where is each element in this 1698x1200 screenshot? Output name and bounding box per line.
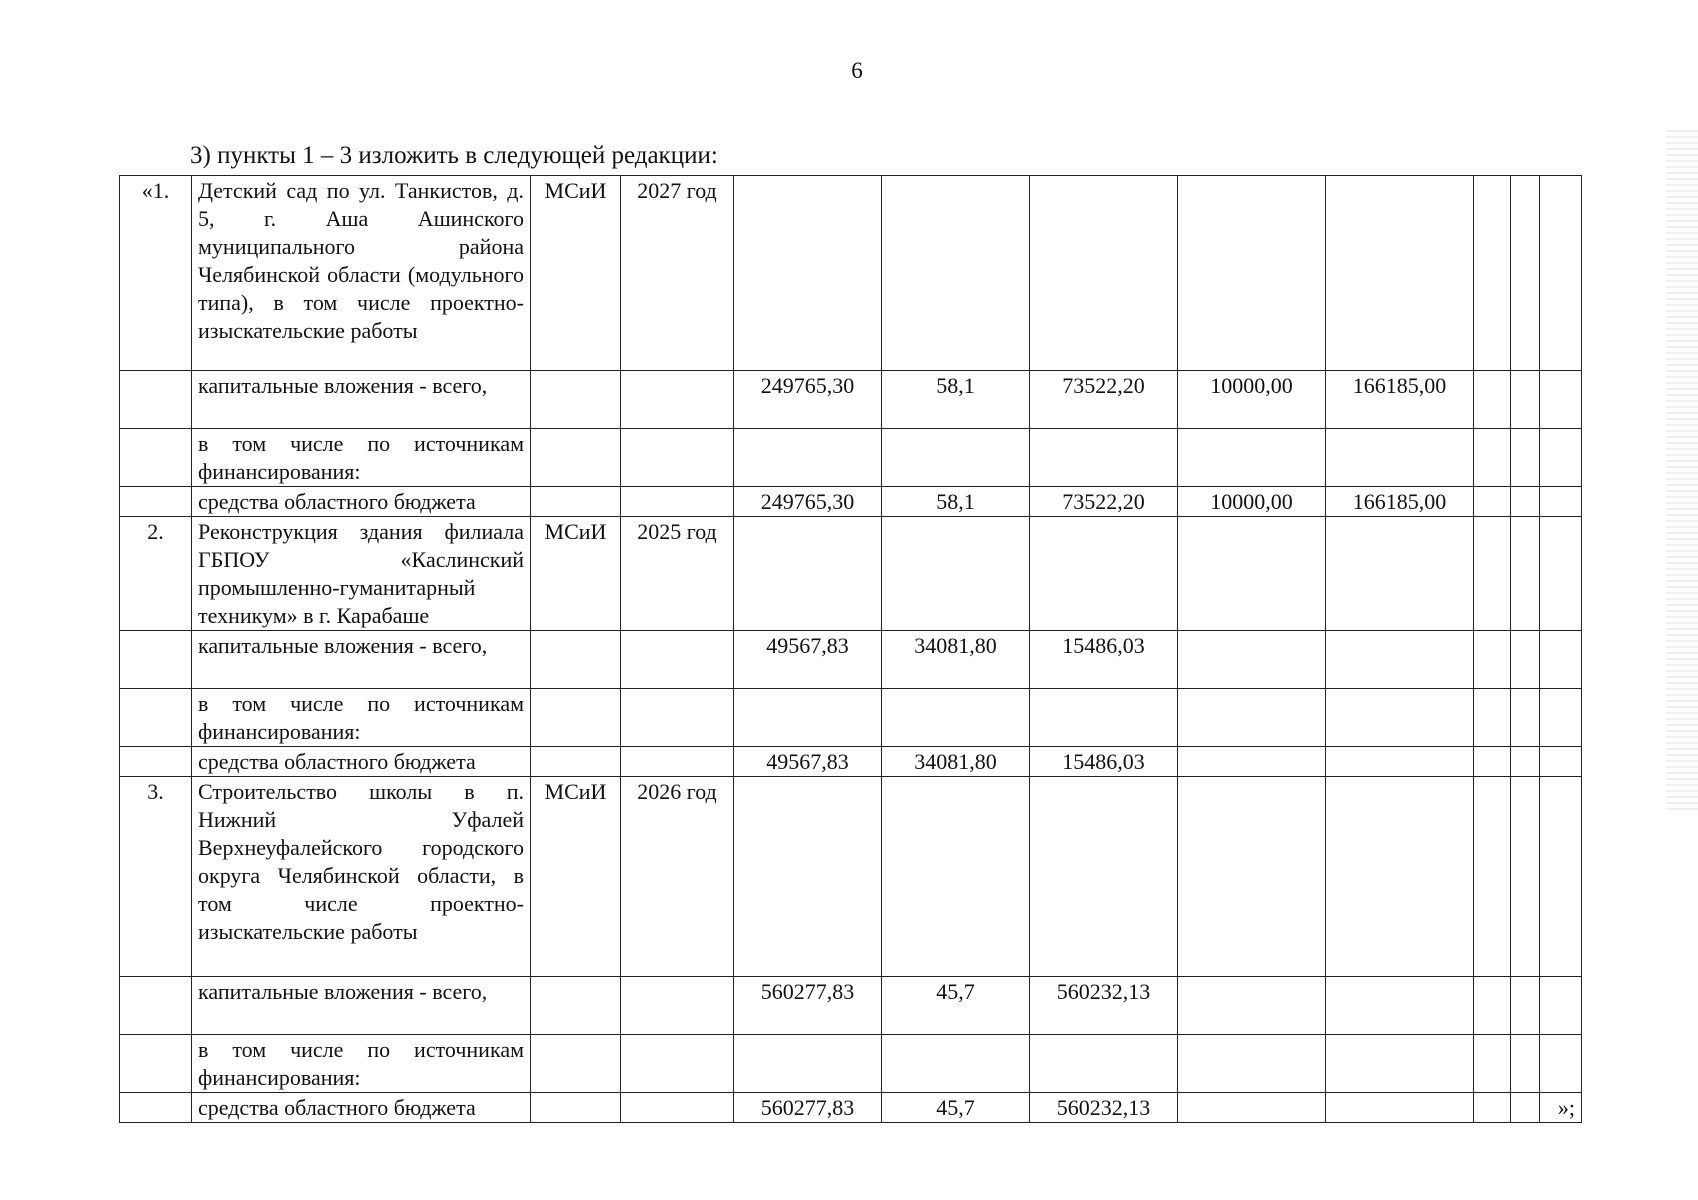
agency-cell: МСиИ [531, 777, 621, 977]
value-col-3 [1030, 777, 1178, 977]
value-col-3: 15486,03 [1030, 631, 1178, 689]
closing-mark [1540, 176, 1582, 371]
table-row [120, 689, 1582, 747]
empty-cell-b [1511, 176, 1540, 371]
item-number [120, 487, 192, 517]
year-cell [621, 631, 734, 689]
closing-mark [1540, 977, 1582, 1035]
empty-cell-b [1511, 747, 1540, 777]
value-total [734, 777, 882, 977]
value-col-4 [1178, 1035, 1326, 1093]
value-col-5 [1326, 747, 1474, 777]
intro-text: 3) пункты 1 – 3 изложить в следующей редакции: [190, 142, 718, 169]
value-col-5: 166185,00 [1326, 487, 1474, 517]
table-row [120, 977, 1582, 1035]
empty-cell-b [1511, 777, 1540, 977]
table-row [120, 487, 1582, 517]
page-number: 6 [851, 58, 863, 83]
value-total: 49567,83 [734, 631, 882, 689]
table-row [120, 176, 1582, 371]
item-number [120, 1093, 192, 1123]
closing-mark [1540, 747, 1582, 777]
item-description: капитальные вложения - всего, [192, 977, 531, 1035]
value-col-4 [1178, 747, 1326, 777]
item-description: средства областного бюджета [192, 487, 531, 517]
empty-cell-a [1474, 747, 1511, 777]
value-col-4: 10000,00 [1178, 371, 1326, 429]
empty-cell-a [1474, 1093, 1511, 1123]
value-col-5 [1326, 777, 1474, 977]
year-cell [621, 977, 734, 1035]
value-col-5 [1326, 176, 1474, 371]
table-row [120, 1093, 1582, 1123]
item-number: «1. [120, 176, 192, 371]
value-total [734, 517, 882, 631]
value-total: 49567,83 [734, 747, 882, 777]
value-col-5 [1326, 517, 1474, 631]
item-description: Строительство школы в п. Нижний Уфалей Верхнеуфалейского городского округа Челябинской области, в том числе проектно-изыскательские работы [192, 777, 531, 977]
table-row [120, 429, 1582, 487]
year-cell [621, 689, 734, 747]
value-col-2 [882, 777, 1030, 977]
agency-cell [531, 1035, 621, 1093]
item-number [120, 631, 192, 689]
value-col-5: 166185,00 [1326, 371, 1474, 429]
value-col-3 [1030, 1035, 1178, 1093]
value-total [734, 429, 882, 487]
item-description: средства областного бюджета [192, 1093, 531, 1123]
closing-mark [1540, 487, 1582, 517]
agency-cell [531, 429, 621, 487]
value-col-2: 45,7 [882, 977, 1030, 1035]
empty-cell-b [1511, 977, 1540, 1035]
value-col-4: 10000,00 [1178, 487, 1326, 517]
closing-mark [1540, 517, 1582, 631]
table-row [120, 371, 1582, 429]
table-row [120, 747, 1582, 777]
item-description: капитальные вложения - всего, [192, 631, 531, 689]
value-col-5 [1326, 631, 1474, 689]
year-cell: 2025 год [621, 517, 734, 631]
agency-cell [531, 1093, 621, 1123]
year-cell [621, 1093, 734, 1123]
empty-cell-a [1474, 631, 1511, 689]
table-row [120, 1035, 1582, 1093]
item-number: 3. [120, 777, 192, 977]
value-col-4 [1178, 429, 1326, 487]
table-row [120, 777, 1582, 977]
year-cell [621, 371, 734, 429]
year-cell: 2027 год [621, 176, 734, 371]
empty-cell-b [1511, 487, 1540, 517]
agency-cell [531, 631, 621, 689]
empty-cell-a [1474, 176, 1511, 371]
value-total: 560277,83 [734, 977, 882, 1035]
item-number [120, 689, 192, 747]
value-col-2 [882, 429, 1030, 487]
empty-cell-b [1511, 429, 1540, 487]
year-cell [621, 429, 734, 487]
year-cell [621, 487, 734, 517]
agency-cell: МСиИ [531, 176, 621, 371]
empty-cell-b [1511, 1093, 1540, 1123]
value-col-4 [1178, 977, 1326, 1035]
value-col-4 [1178, 176, 1326, 371]
value-col-2 [882, 517, 1030, 631]
value-col-5 [1326, 1093, 1474, 1123]
value-col-4 [1178, 689, 1326, 747]
empty-cell-a [1474, 777, 1511, 977]
item-description: капитальные вложения - всего, [192, 371, 531, 429]
year-cell [621, 1035, 734, 1093]
table-row [120, 517, 1582, 631]
item-description: в том числе по источникам финансирования: [192, 1035, 531, 1093]
item-number [120, 371, 192, 429]
value-col-2 [882, 689, 1030, 747]
empty-cell-a [1474, 487, 1511, 517]
item-description: в том числе по источникам финансирования: [192, 689, 531, 747]
value-col-4 [1178, 1093, 1326, 1123]
value-total: 560277,83 [734, 1093, 882, 1123]
table-row [120, 631, 1582, 689]
value-col-3 [1030, 429, 1178, 487]
item-description: Детский сад по ул. Танкистов, д. 5, г. Аша Ашинского муниципального района Челябинской области (модульного типа), в том числе проектно-изыскательские работы [192, 176, 531, 371]
value-col-2: 58,1 [882, 371, 1030, 429]
agency-cell [531, 487, 621, 517]
value-total [734, 176, 882, 371]
agency-cell [531, 977, 621, 1035]
value-col-5 [1326, 977, 1474, 1035]
empty-cell-a [1474, 689, 1511, 747]
item-description: средства областного бюджета [192, 747, 531, 777]
value-col-2 [882, 176, 1030, 371]
value-col-4 [1178, 777, 1326, 977]
value-total: 249765,30 [734, 371, 882, 429]
closing-mark [1540, 1035, 1582, 1093]
item-number [120, 1035, 192, 1093]
year-cell [621, 747, 734, 777]
empty-cell-a [1474, 429, 1511, 487]
value-col-3 [1030, 689, 1178, 747]
agency-cell [531, 689, 621, 747]
value-col-2: 34081,80 [882, 631, 1030, 689]
value-col-5 [1326, 429, 1474, 487]
value-col-4 [1178, 631, 1326, 689]
empty-cell-a [1474, 371, 1511, 429]
value-total [734, 1035, 882, 1093]
item-number: 2. [120, 517, 192, 631]
value-col-5 [1326, 689, 1474, 747]
value-total: 249765,30 [734, 487, 882, 517]
item-description: в том числе по источникам финансирования: [192, 429, 531, 487]
value-col-3: 560232,13 [1030, 977, 1178, 1035]
agency-cell [531, 371, 621, 429]
value-col-3: 15486,03 [1030, 747, 1178, 777]
value-col-4 [1178, 517, 1326, 631]
empty-cell-b [1511, 631, 1540, 689]
closing-mark [1540, 371, 1582, 429]
item-description: Реконструкция здания филиала ГБПОУ «Каслинский промышленно-гуманитарный техникум» в г. Карабаше [192, 517, 531, 631]
value-col-2 [882, 1035, 1030, 1093]
item-number [120, 429, 192, 487]
empty-cell-b [1511, 371, 1540, 429]
item-number [120, 747, 192, 777]
value-col-3 [1030, 176, 1178, 371]
value-col-2: 34081,80 [882, 747, 1030, 777]
empty-cell-a [1474, 977, 1511, 1035]
investment-table [119, 175, 1582, 1123]
empty-cell-a [1474, 1035, 1511, 1093]
item-number [120, 977, 192, 1035]
value-col-5 [1326, 1035, 1474, 1093]
empty-cell-b [1511, 517, 1540, 631]
closing-mark [1540, 429, 1582, 487]
agency-cell: МСиИ [531, 517, 621, 631]
closing-mark [1540, 777, 1582, 977]
agency-cell [531, 747, 621, 777]
value-total [734, 689, 882, 747]
value-col-3: 560232,13 [1030, 1093, 1178, 1123]
value-col-3 [1030, 517, 1178, 631]
closing-mark: »; [1540, 1093, 1582, 1123]
closing-mark [1540, 631, 1582, 689]
value-col-2: 45,7 [882, 1093, 1030, 1123]
year-cell: 2026 год [621, 777, 734, 977]
value-col-2: 58,1 [882, 487, 1030, 517]
closing-mark [1540, 689, 1582, 747]
empty-cell-b [1511, 1035, 1540, 1093]
scan-edge-artifact [1666, 130, 1698, 810]
empty-cell-a [1474, 517, 1511, 631]
value-col-3: 73522,20 [1030, 487, 1178, 517]
value-col-3: 73522,20 [1030, 371, 1178, 429]
empty-cell-b [1511, 689, 1540, 747]
